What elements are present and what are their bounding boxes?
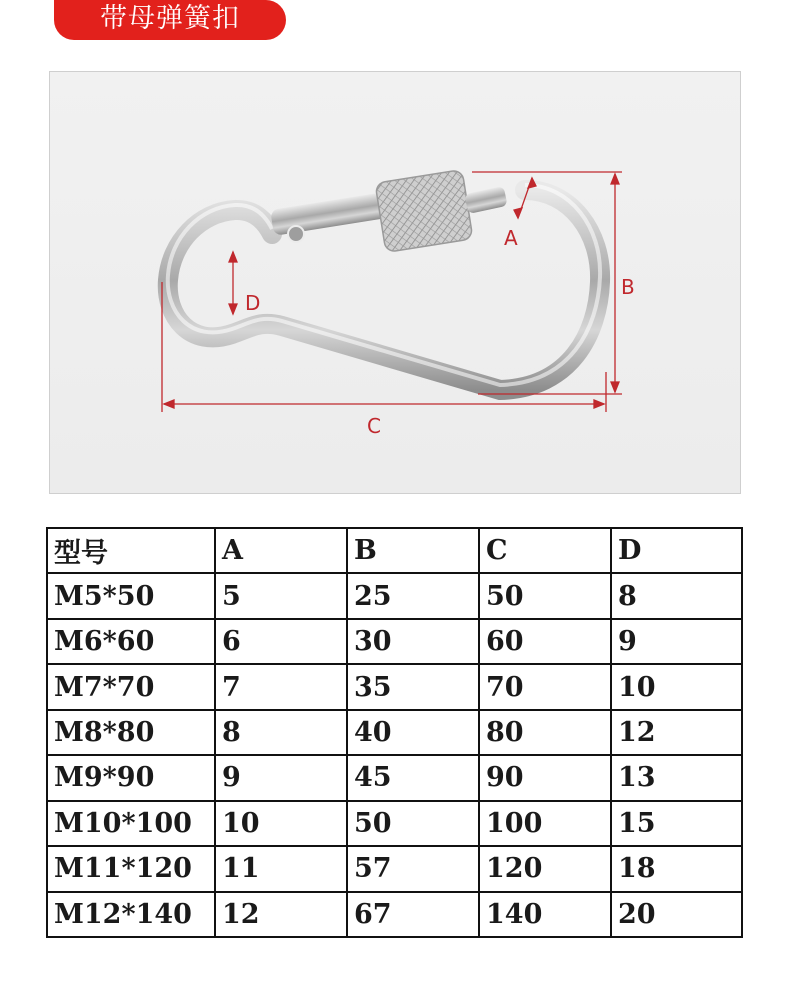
table-header-row <box>47 528 742 573</box>
table-cell: 100 <box>479 801 611 846</box>
table-cell: 40 <box>347 710 479 755</box>
table-cell: 12 <box>215 892 347 938</box>
table-cell: M12*140 <box>47 892 215 938</box>
table-cell: M5*50 <box>47 573 215 618</box>
header-cell-c: C <box>479 528 611 573</box>
header-cell-a: A <box>215 528 347 573</box>
table-cell: 5 <box>215 573 347 618</box>
page-title: 带母弹簧扣 <box>100 3 240 34</box>
table-cell: M8*80 <box>47 710 215 755</box>
table-row <box>47 892 742 938</box>
product-photo <box>49 71 741 494</box>
table-row <box>47 801 742 846</box>
carabiner-illustration <box>50 72 742 495</box>
label-b: B <box>621 275 635 299</box>
label-d: D <box>245 291 261 315</box>
table-row <box>47 710 742 755</box>
table-cell: 45 <box>347 755 479 800</box>
header-cell-model: 型号 <box>47 528 215 573</box>
table-cell: 18 <box>611 846 742 891</box>
table-cell: 30 <box>347 619 479 664</box>
table-cell: M10*100 <box>47 801 215 846</box>
table-cell: 50 <box>479 573 611 618</box>
table-cell: 8 <box>215 710 347 755</box>
table-row <box>47 846 742 891</box>
table-cell: 90 <box>479 755 611 800</box>
table-cell: 10 <box>215 801 347 846</box>
table-cell: M9*90 <box>47 755 215 800</box>
table-cell: 7 <box>215 664 347 709</box>
table-cell: 120 <box>479 846 611 891</box>
table-cell: M6*60 <box>47 619 215 664</box>
table-cell: 13 <box>611 755 742 800</box>
table-cell: 50 <box>347 801 479 846</box>
table-cell: 70 <box>479 664 611 709</box>
spec-table <box>46 527 743 938</box>
header-cell-d: D <box>611 528 742 573</box>
spec-table-body <box>47 528 742 937</box>
label-a: A <box>504 226 518 250</box>
table-cell: 57 <box>347 846 479 891</box>
table-cell: 9 <box>215 755 347 800</box>
table-cell: M11*120 <box>47 846 215 891</box>
table-cell: 35 <box>347 664 479 709</box>
table-row <box>47 755 742 800</box>
table-cell: 10 <box>611 664 742 709</box>
table-cell: 11 <box>215 846 347 891</box>
label-c: C <box>367 414 381 438</box>
title-badge <box>54 0 286 40</box>
table-cell: M7*70 <box>47 664 215 709</box>
table-cell: 6 <box>215 619 347 664</box>
table-cell: 12 <box>611 710 742 755</box>
carabiner-gate <box>270 170 508 253</box>
header-cell-b: B <box>347 528 479 573</box>
table-row <box>47 573 742 618</box>
table-cell: 20 <box>611 892 742 938</box>
table-cell: 60 <box>479 619 611 664</box>
table-cell: 67 <box>347 892 479 938</box>
table-cell: 15 <box>611 801 742 846</box>
table-cell: 25 <box>347 573 479 618</box>
table-cell: 9 <box>611 619 742 664</box>
table-row <box>47 619 742 664</box>
table-row <box>47 664 742 709</box>
table-cell: 8 <box>611 573 742 618</box>
table-cell: 80 <box>479 710 611 755</box>
table-cell: 140 <box>479 892 611 938</box>
